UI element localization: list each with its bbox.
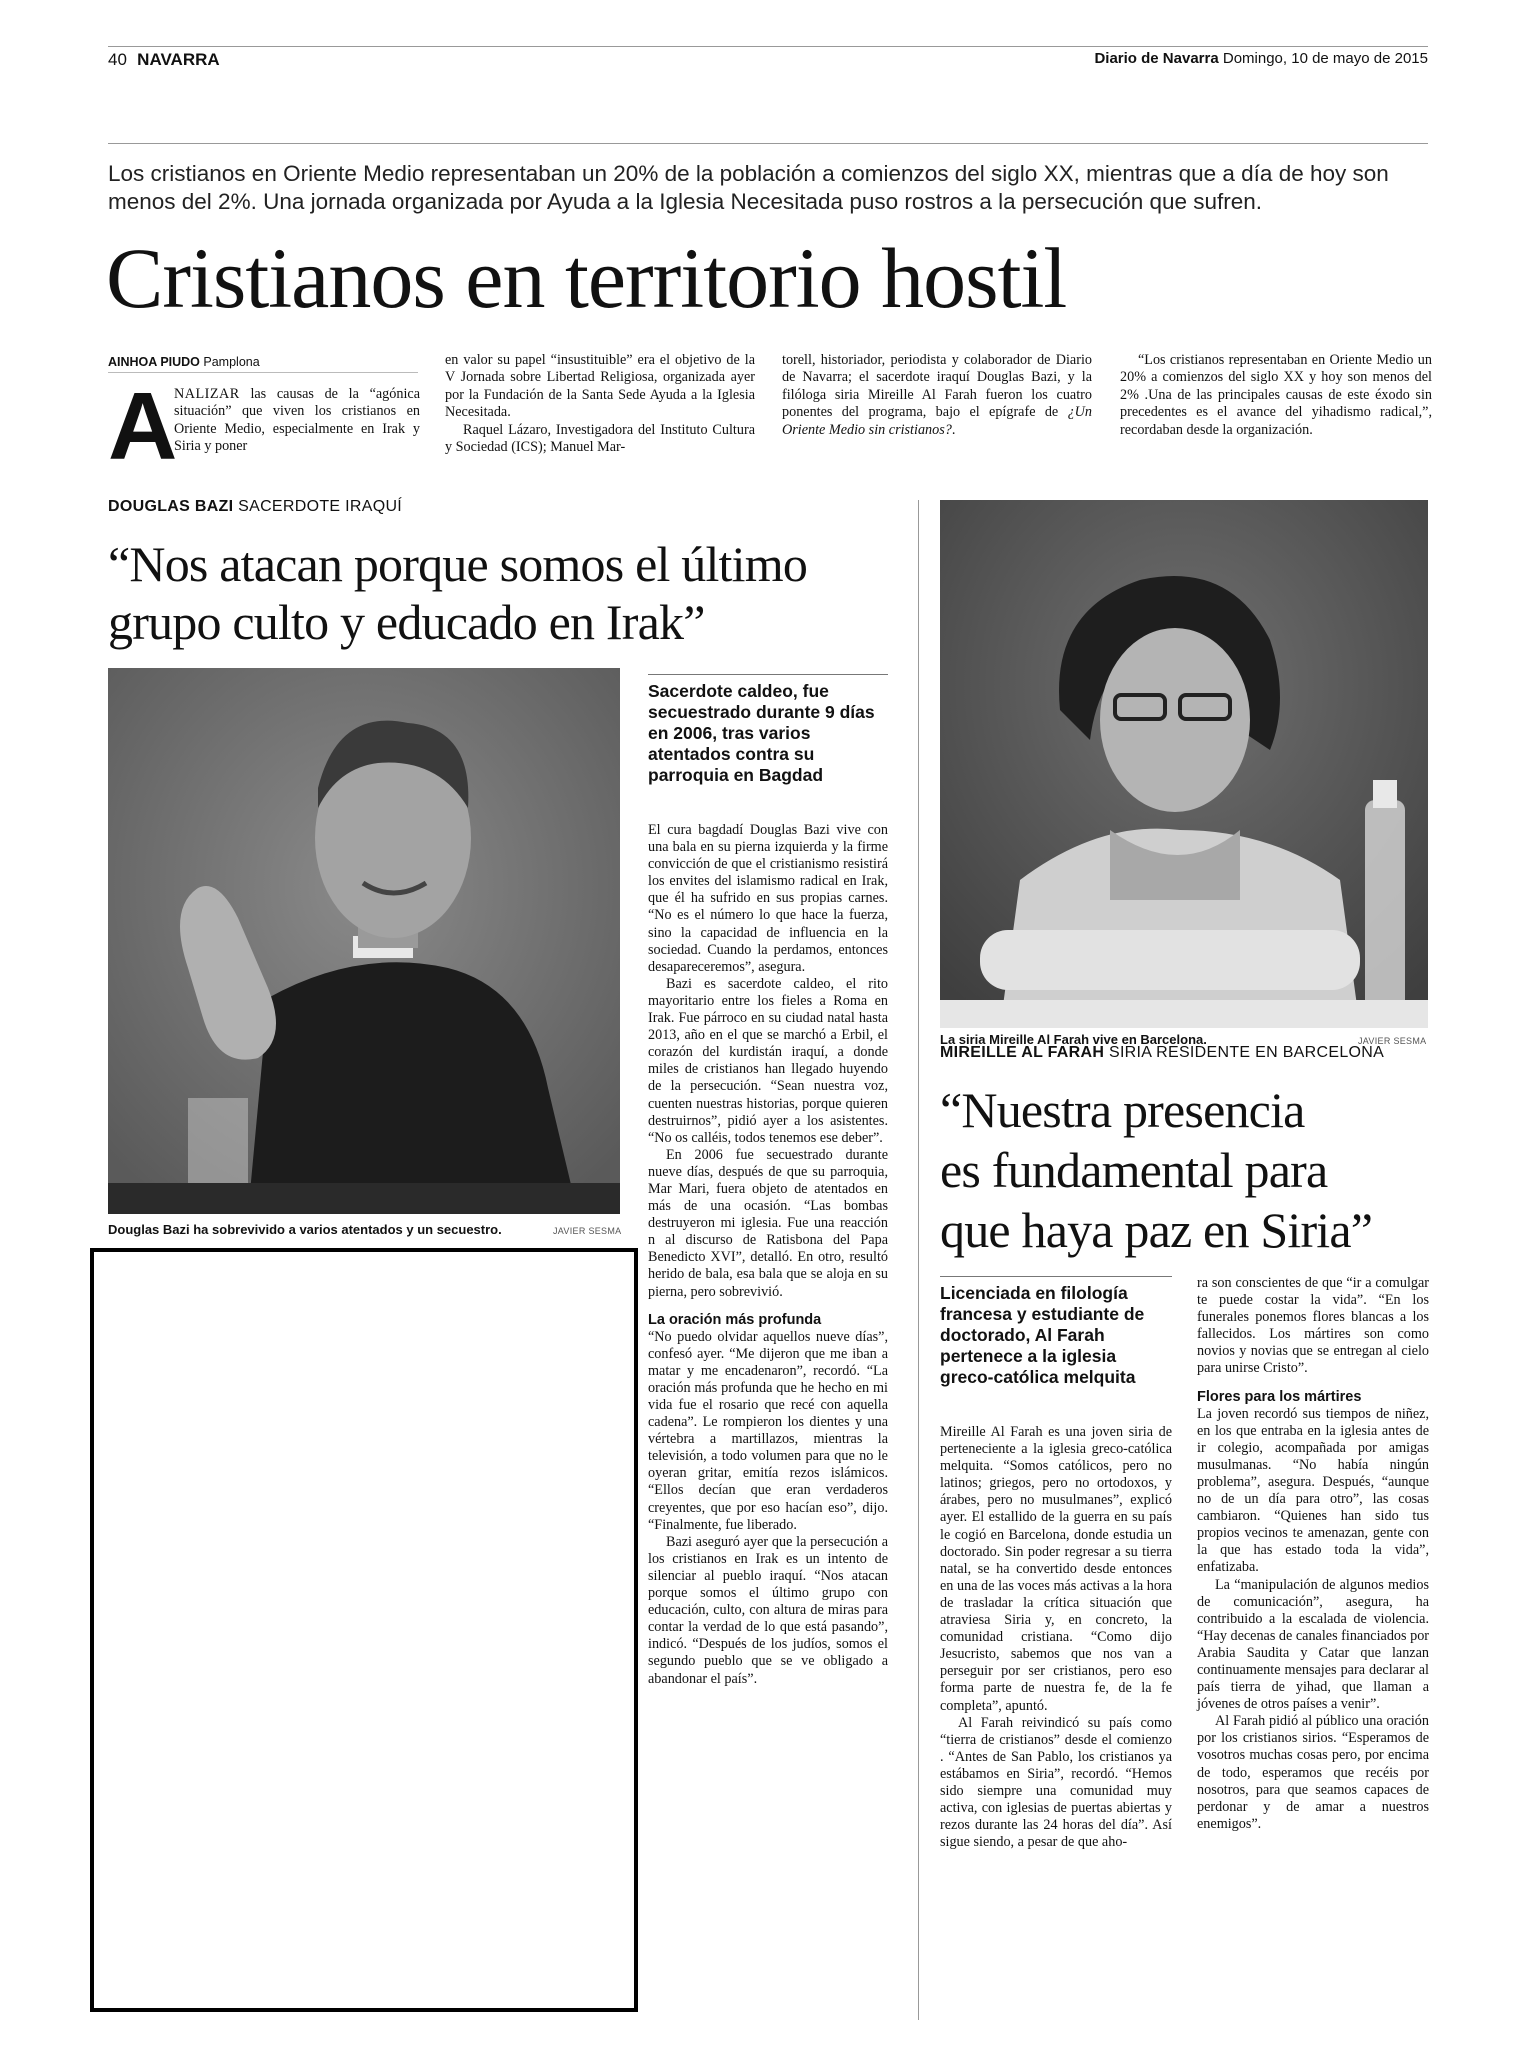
bazi-p1: El cura bagdadí Douglas Bazi vive con una bala en su pierna izquierda y la firme convicción de que el cristianismo resistirá los envites del islamismo radical en Irak, que él ha sufrido en sus propias carnes. “No es el número lo que hace la fuerza, sino la capacidad de influencia en la sociedad. Cuando la perdamos, entonces desapareceremos”, asegura. [648,822,888,975]
column-divider [918,500,919,2020]
intro-col2-p1: en valor su papel “insustituible” era el objetivo de la V Jornada sobre Libertad Religiosa, organizada ayer por la Fundación de la Santa Sede Ayuda a la Iglesia Necesitada. [445,352,755,421]
farah-subdeck: Licenciada en filología francesa y estudiante de doctorado, Al Farah pertenece a la iglesia greco-católica melquita [940,1276,1172,1388]
intro-col3-p1 [782,352,1092,439]
lead-text: las causas de la “agónica situación” que viven los cristianos en Oriente Medio, especialmente en Irak y Siria y poner [174,386,420,455]
farah-kicker-main [940,1044,1384,1062]
bazi-p2: Bazi es sacerdote caldeo, el rito mayoritario entre los fieles a Roma en Irak. Fue párroco en su ciudad natal hasta 2013, año en el que se marchó a Erbil, el corazón del kurdistán iraquí, a donde miles de cristianos han llegado huyendo de la persecución. “Sean nuestra voz, cuenten nuestras historias, porque quieren destruirnos”, pidió ayer a los asistentes. “No os calléis, todos tenemos ese deber”. [648,975,888,1146]
farah-kicker-name: MIREILLE AL FARAH [940,1044,1105,1061]
farah-p1: Mireille Al Farah es una joven siria de perteneciente a la iglesia greco-católica melquita. “Somos católicos, pero no latinos; griegos, pero no ortodoxos, y árabes, pero no musulmanes”, explicó ayer. El estallido de la guerra en su país le cogió en Barcelona, donde estudia un doctorado. Sin poder regresar a su tierra natal, se ha convertido desde entonces en una de las voces más activas a la hora de trasladar la crítica situación que atraviesa Siria y, en concreto, la comunidad cristiana. “Como dijo Jesucristo, sabemos que nos van a perseguir por ser cristianos, pero eso forma parte de nuestra fe, de la fe completa”, apuntó. [940,1424,1172,1714]
issue-date: Domingo, 10 de mayo de 2015 [1222,50,1428,67]
byline [108,355,418,373]
bazi-body [648,822,888,1688]
paper-name: Diario de Navarra [1094,50,1219,67]
folio-right [1094,50,1428,67]
bazi-kicker-role: SACERDOTE IRAQUÍ [238,498,403,515]
intro-column-2 [445,352,755,456]
bazi-caption: Douglas Bazi ha sobrevivido a varios atentados y un secuestro. [108,1222,502,1237]
bazi-photo-illustration [108,668,620,1214]
page-number: 40 [108,50,127,69]
empty-framed-box [90,1248,638,2012]
intro-col4-p1: “Los cristianos representaban en Oriente Medio un 20% a comienzos del siglo XX y hoy son menos del 2% .Una de las principales causas de este éxodo sin precedentes es el avance del yihadismo radical,”, recordaban desde la organización. [1120,352,1432,438]
intro-col3-italic: ¿Un Oriente Medio sin cristianos? [782,404,1092,438]
farah-subhead: Flores para los mártires [1197,1388,1362,1405]
farah-body-col1 [940,1424,1172,1851]
intro-col2-p2: Raquel Lázaro, Investigadora del Instituto Cultura y Sociedad (ICS); Manuel Mar- [445,421,755,456]
farah-caption: La siria Mireille Al Farah vive en Barcelona. [940,1032,1207,1047]
intro-column-4 [1120,352,1432,439]
farah-kicker-role: SIRIA RESIDENTE EN BARCELONA [1108,1044,1385,1061]
intro-column-3 [782,352,1092,439]
bazi-quote-line-1: “Nos atacan porque somos el último [108,536,808,592]
farah-p5: La “manipulación de algunos medios de comunicación”, asegura, ha contribuido a la escalada de violencia. “Hay decenas de canales financiados por Arabia Saudita y Catar que lanzan continuamente mensajes para declarar al país tierra de yihad, que llaman a jóvenes de otros países a venir”. [1197,1576,1430,1713]
farah-quote-line-1: “Nuestra presencia [940,1082,1305,1138]
lead-caps: NALIZAR [174,386,240,402]
farah-p2: Al Farah reivindicó su país como “tierra de cristianos” desde el comienzo . “Antes de San Pablo, los cristianos ya estábamos en Siria”, recordó. “Hemos sido siempre una comunidad muy activa, con iglesias de puertas abiertas y rezos durante las 24 horas del día”. Así sigue siendo, a pesar de que aho- [940,1714,1172,1851]
article-headline: Cristianos en territorio hostil [106,230,1067,326]
farah-body-col2 [1197,1275,1429,1833]
bazi-subdeck: Sacerdote caldeo, fue secuestrado durante 9 días en 2006, tras varios atentados contra su parroquia en Bagdad [648,674,888,786]
section-name: NAVARRA [137,50,220,69]
farah-photo-credit: JAVIER SESMA [1358,1036,1427,1046]
intro-col3-text: torell, historiador, periodista y colaborador de Diario de Navarra; el sacerdote iraquí Douglas Bazi, y la filóloga siria Mireille Al Farah fueron los cuatro ponentes del programa, bajo el epígrafe de [782,352,1092,421]
farah-photo-illustration [940,500,1428,1028]
farah-p3: ra son conscientes de que “ir a comulgar te puede costar la vida”. “En los funerales ponemos flores blancas a los fallecidos. Los mártires son como novios y novias que se entregan al cielo para unirse Cristo”. [1197,1275,1429,1377]
byline-place: Pamplona [203,355,260,369]
folio-bottom-rule [108,143,1428,144]
bazi-subhead: La oración más profunda [648,1311,822,1328]
farah-p6: Al Farah pidió al público una oración por los cristianos sirios. “Esperamos de vosotros muchas cosas pero, por encima de todo, esperamos que recéis por nosotros, para que seamos capaces de perdonar y de amar a nuestros enemigos”. [1197,1713,1429,1832]
bazi-photo [108,668,620,1214]
bazi-kicker [108,498,402,516]
folio [108,50,1428,72]
drop-cap: A [108,373,178,480]
bazi-p3: En 2006 fue secuestrado durante nueve días, después de que su parroquia, Mar Mari, fuera objeto de atentados en más de una ocasión. “Las bombas destruyeron mi iglesia. Fue una reacción n al discurso de Ratisbona del Papa Benedicto XVI”, detalló. En otro, resultó herido de bala, esa bala que se aloja en su pierna, pero sobrevivió. [648,1146,888,1300]
intro-col3-end: . [951,421,956,438]
folio-top-rule [108,46,1428,47]
bazi-quote-headline [108,535,908,651]
intro-lead [174,386,420,456]
bazi-p4: “No puedo olvidar aquellos nueve días”, confesó ayer. “Me dijeron que me iban a matar y me encadenaron”, recordó. “La oración más profunda que he hecho en mi vida fue el rosario que recé con aquella cadena”. Le rompieron los dientes y una vértebra a martillazos, mientras la televisión, a todo volumen para que no le oyeran gritar, emitía rezos islámicos. “Ellos decían que eran verdaderos creyentes, que por eso hacían eso”, dijo. “Finalmente, fue liberado. [648,1328,888,1533]
farah-quote-line-3: que haya paz en Siria” [940,1202,1373,1258]
farah-p4: La joven recordó sus tiempos de niñez, en los que entraba en la iglesia antes de ir colegio, acompañada por amigas musulmanas. “No había ningún problema”, asegura. Después, “aunque no de un día para otro”, las cosas cambiaron. “Quienes han sido tus propios vecinos te amenazan, gente con la que has estado toda la vida”, enfatizaba. [1197,1405,1429,1576]
farah-photo [940,500,1428,1028]
bazi-photo-credit: JAVIER SESMA [553,1226,622,1236]
bazi-quote-line-2: grupo culto y educado en Irak” [108,594,705,650]
byline-author: AINHOA PIUDO [108,355,200,369]
bazi-p5: Bazi aseguró ayer que la persecución a los cristianos en Irak es un intento de silenciar al pueblo iraquí. “Nos atacan porque somos el último grupo con educación, culto, con altura de miras para contar la verdad de lo que está pasando”, indicó. “Después de los judíos, somos el segundo pueblo que se ve obligado a abandonar el país”. [648,1533,888,1687]
article-deck: Los cristianos en Oriente Medio representaban un 20% de la población a comienzos del siglo XX, mientras que a día de hoy son menos del 2%. Una jornada organizada por Ayuda a la Iglesia Necesitada puso rostros a la persecución que sufren. [108,161,1389,214]
farah-quote-headline [940,1080,1430,1260]
farah-quote-line-2: es fundamental para [940,1142,1328,1198]
bazi-kicker-name: DOUGLAS BAZI [108,498,234,515]
